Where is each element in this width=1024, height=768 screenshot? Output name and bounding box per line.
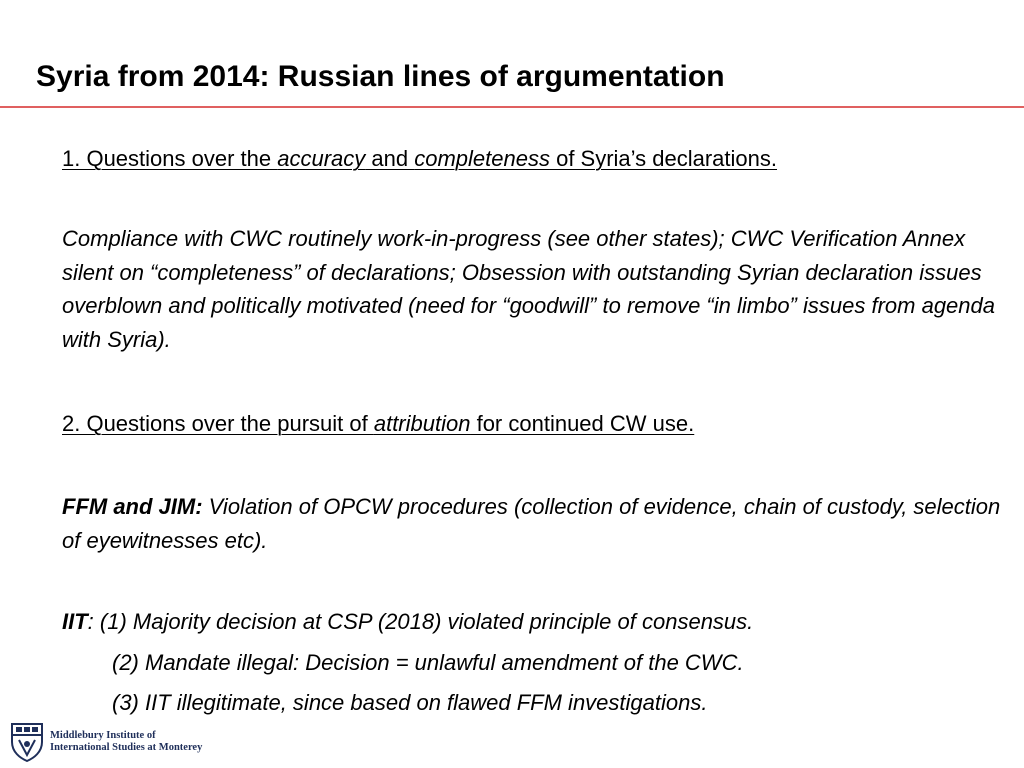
- ffm-jim-paragraph: [62, 490, 1012, 557]
- section-2-heading-pre: 2. Questions over the pursuit of: [62, 411, 374, 436]
- iit-point-1-text: : (1) Majority decision at CSP (2018) violated principle of consensus.: [87, 609, 754, 634]
- section-1-heading-completeness: completeness: [414, 146, 550, 171]
- logo-line-2: International Studies at Monterey: [50, 742, 203, 753]
- section-2-heading-attribution: attribution: [373, 411, 471, 436]
- institution-logo: [10, 722, 202, 762]
- slide-title: Syria from 2014: Russian lines of argumentation: [36, 60, 725, 93]
- title-divider: [0, 106, 1024, 108]
- section-1-heading-mid: and: [365, 146, 415, 171]
- iit-point-1: [62, 609, 753, 635]
- section-1-heading-pre: 1. Questions over the: [62, 146, 278, 171]
- section-1-heading: [62, 146, 777, 172]
- iit-label: IIT: [62, 609, 88, 634]
- logo-wordmark: [50, 730, 202, 754]
- ffm-jim-text: Violation of OPCW procedures (collection of evidence, chain of custody, selection of eyewitnesses etc).: [62, 494, 1001, 553]
- iit-point-2: (2) Mandate illegal: Decision = unlawful amendment of the CWC.: [112, 650, 744, 675]
- section-1-heading-accuracy: accuracy: [277, 146, 366, 171]
- section-1-body: Compliance with CWC routinely work-in-progress (see other states); CWC Verification Annex silent on “completeness” of declarations; Obsession with outstanding Syrian declaration issues overblown and politically motivated (need for “goodwill” to remove “in limbo” issues from agenda with Syria).: [62, 226, 995, 352]
- ffm-jim-label: FFM and JIM:: [62, 494, 203, 519]
- logo-line-1: Middlebury Institute of: [50, 730, 156, 741]
- section-2-heading: [62, 411, 694, 437]
- section-1-heading-post: of Syria’s declarations.: [549, 146, 778, 171]
- iit-point-3: (3) IIT illegitimate, since based on flawed FFM investigations.: [112, 690, 708, 715]
- section-2-heading-post: for continued CW use.: [470, 411, 695, 436]
- shield-crest-icon: [10, 722, 44, 762]
